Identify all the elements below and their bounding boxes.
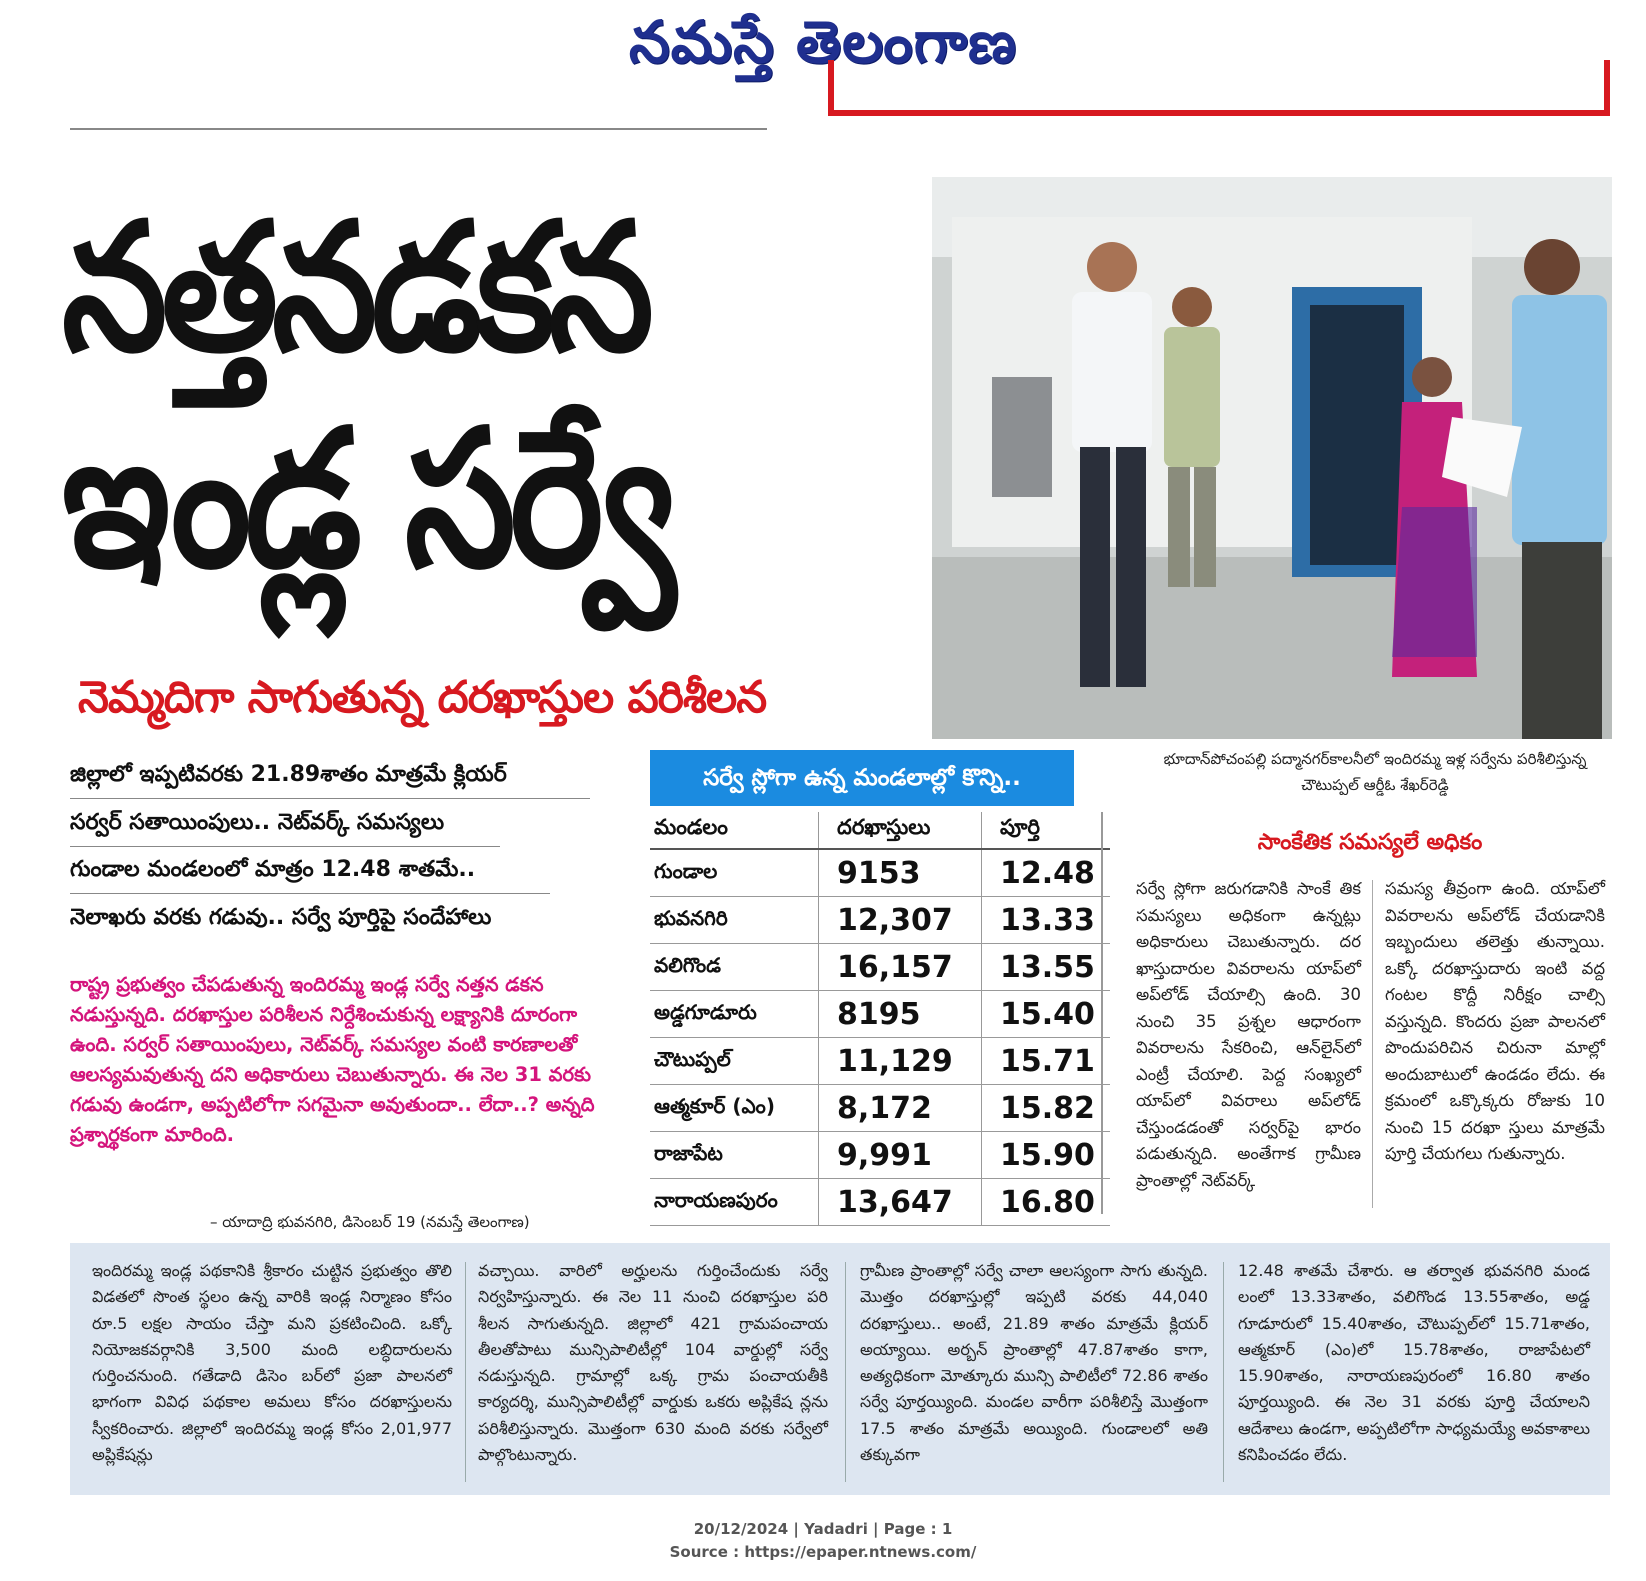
body-column-2: వచ్చాయి. వారిలో అర్హులను గుర్తించేందుకు సర్వే నిర్వహిస్తున్నారు. ఈ నెల 11 నుంచి దరఖాస్తుల పరి శీలన సాగుతున్నది. జిల్లాలో 421 గ్రామపంచాయ తీలతోపాటు మున్సిపాలిటీల్లో 104 వార్డుల్లో సర్వే నడుస్తున్నది. గ్రామాల్లో ఒక్క గ్రామ పంచాయతీకి కార్యదర్శి, మున్సిపాలిటీల్లో వార్డుకు ఒకరు అప్లికేష న్లను పరిశీలిస్తున్నారు. మొత్తంగా 630 మంది వరకు సర్వేలో పాల్గొంటున్నారు. xyxy=(478,1261,828,1465)
footer-source: Source : https://epaper.ntnews.com/ xyxy=(669,1543,977,1561)
column-divider xyxy=(845,1262,846,1482)
highlight-point: నెలాఖరు వరకు గడువు.. సర్వే పూర్తిపై సందేహాలు xyxy=(70,905,492,930)
dateline: – యాదాద్రి భువనగిరి, డిసెంబర్ 19 (నమస్తే తెలంగాణ) xyxy=(210,1213,530,1231)
applications-cell: 8195 xyxy=(819,991,982,1038)
red-frame-box xyxy=(828,60,1610,116)
column-header-mandal: మండలం xyxy=(650,812,819,849)
completed-cell: 13.33 xyxy=(982,897,1111,944)
newspaper-masthead: నమస్తే తెలంగాణ xyxy=(629,8,1017,76)
completed-cell: 15.40 xyxy=(982,991,1111,1038)
applications-cell: 12,307 xyxy=(819,897,982,944)
cropped-text-strip xyxy=(70,93,760,107)
photo-caption: భూదాన్‌పోచంపల్లి పద్మానగర్‌కాలనీలో ఇందిరమ్మ ఇళ్ల సర్వేను పరిశీలిస్తున్న చౌటుప్పల్ ఆర్డీఓ శేఖర్‌రెడ్డి xyxy=(1163,750,1587,794)
news-photo xyxy=(932,177,1612,739)
intro-paragraph: రాష్ట్ర ప్రభుత్వం చేపడుతున్న ఇందిరమ్మ ఇండ్ల సర్వే నత్తన డకన నడుస్తున్నది. దరఖాస్తుల పరిశీలన నిర్దేశించుకున్న లక్ష్యానికి దూరంగా ఉంది. సర్వర్ సతాయింపులు, నెట్‌వర్క్ సమస్యల వంటి కారణాలతో ఆలస్యమవుతున్న దని అధికారులు చెబుతున్నారు. ఈ నెల 31 వరకు గడువు ఉండగా, అప్పటిలోగా సగమైనా అవుతుందా.. లేదా..? అన్నది ప్రశ్నార్థకంగా మారింది. xyxy=(70,973,595,1146)
mandal-cell: ఆత్మకూర్ (ఎం) xyxy=(650,1085,819,1132)
column-header-applications: దరఖాస్తులు xyxy=(819,812,982,849)
sidebar-title: సాంకేతిక సమస్యలే అధికం xyxy=(1257,830,1483,855)
subheadline: నెమ్మదిగా సాగుతున్న దరఖాస్తుల పరిశీలన xyxy=(78,672,767,723)
table-row xyxy=(650,991,1110,1038)
completed-cell: 15.71 xyxy=(982,1038,1111,1085)
mandal-cell: వలిగొండ xyxy=(650,944,819,991)
applications-cell: 11,129 xyxy=(819,1038,982,1085)
applications-cell: 8,172 xyxy=(819,1085,982,1132)
table-row xyxy=(650,944,1110,991)
column-divider xyxy=(1223,1262,1224,1482)
applications-cell: 9153 xyxy=(819,849,982,897)
headline-line-2: ఇండ్ల సర్వే xyxy=(62,389,670,611)
applications-cell: 13,647 xyxy=(819,1179,982,1226)
table-row xyxy=(650,897,1110,944)
headline-line-1: నత్తనడకన xyxy=(62,185,648,392)
table-header-row xyxy=(650,812,1110,849)
column-header-completed: పూర్తి xyxy=(982,812,1111,849)
divider xyxy=(70,128,767,130)
completed-cell: 15.90 xyxy=(982,1132,1111,1179)
highlight-point: జిల్లాలో ఇప్పటివరకు 21.89శాతం మాత్రమే క్లియర్ xyxy=(70,762,590,799)
table-row xyxy=(650,1085,1110,1132)
mandal-cell: గుండాల xyxy=(650,849,819,897)
body-column-4: 12.48 శాతమే చేశారు. ఆ తర్వాత భువనగిరి మండ లంలో 13.33శాతం, వలిగొండ 13.55శాతం, అడ్డ గూడూరులో 15.40శాతం, చౌటుప్పల్‌లో 15.71శాతం, ఆత్మకూర్ (ఎం)లో 15.78శాతం, రాజాపేటలో 15.90శాతం, నారాయణపురంలో 16.80 శాతం పూర్తయ్యింది. ఈ నెల 31 వరకు పూర్తి చేయాలని ఆదేశాలు ఉండగా, అప్పటిలోగా సాధ్యమయ్యే అవకాశాలు కనిపించడం లేదు. xyxy=(1238,1261,1590,1465)
mandal-cell: చౌటుప్పల్ xyxy=(650,1038,819,1085)
sidebar-column-2: సమస్య తీవ్రంగా ఉంది. యాప్‌లో వివరాలను అప్‌లోడ్ చేయడానికి ఇబ్బందులు తలెత్తు తున్నాయి. ఒక్కో దరఖాస్తుదారు ఇంటి వద్ద గంటల కొద్దీ నిరీక్షం చాల్సి వస్తున్నది. కొందరు ప్రజా పాలనలో పొందుపరిచిన చిరునా మాల్లో అందుబాటులో ఉండడం లేదు. ఈ క్రమంలో ఒక్కొక్కరు రోజుకు 10 నుంచి 15 దరఖా స్తులు మాత్రమే పూర్తి చేయగలు గుతున్నారు. xyxy=(1385,879,1605,1163)
applications-cell: 16,157 xyxy=(819,944,982,991)
photo-illustration xyxy=(932,177,1612,739)
completed-cell: 13.55 xyxy=(982,944,1111,991)
table-row xyxy=(650,1038,1110,1085)
sidebar-column-1: సర్వే స్లోగా జరుగడానికి సాంకే తిక సమస్యలు అధికంగా ఉన్నట్లు అధికారులు చెబుతున్నారు. దర ఖాస్తుదారుల వివరాలను యాప్‌లో అప్‌లోడ్ చేయాల్సి ఉంది. 30 నుంచి 35 ప్రశ్నల ఆధారంగా వివరాలను సేకరించి, ఆన్‌లైన్‌లో ఎంట్రీ చేయాలి. పెద్ద సంఖ్యలో యాప్‌లో వివరాలు అప్‌లోడ్ చేస్తుండడంతో సర్వర్‌పై భారం పడుతున్నది. అంతేగాక గ్రామీణ ప్రాంతాల్లో నెట్‌వర్క్ xyxy=(1136,879,1361,1190)
body-column-3: గ్రామీణ ప్రాంతాల్లో సర్వే చాలా ఆలస్యంగా సాగు తున్నది. మొత్తం దరఖాస్తుల్లో ఇప్పటి వరకు 44,040 దరఖాస్తులు.. అంటే, 21.89 శాతం మాత్రమే క్లియర్ అయ్యాయి. అర్బన్ ప్రాంతాల్లో 47.87శాతం కాగా, అత్యధికంగా మోత్కూరు మున్సి పాలిటీలో 72.86 శాతం సర్వే పూర్తయ్యింది. మండల వారీగా పరిశీలిస్తే మొత్తంగా 17.5 శాతం మాత్రమే అయ్యింది. గుండాలలో అతి తక్కువగా xyxy=(860,1261,1208,1465)
column-divider xyxy=(465,1262,466,1482)
column-divider xyxy=(1101,812,1103,1214)
column-divider xyxy=(1372,880,1373,1208)
completed-cell: 15.82 xyxy=(982,1085,1111,1132)
mandal-cell: రాజాపేట xyxy=(650,1132,819,1179)
completed-cell: 16.80 xyxy=(982,1179,1111,1226)
table-title: సర్వే స్లోగా ఉన్న మండలాల్లో కొన్ని.. xyxy=(650,750,1074,806)
footer-date-page: 20/12/2024 | Yadadri | Page : 1 xyxy=(693,1520,953,1538)
table-row xyxy=(650,1132,1110,1179)
highlight-point: సర్వర్ సతాయింపులు.. నెట్‌వర్క్ సమస్యలు xyxy=(70,810,500,847)
table-row xyxy=(650,1179,1110,1226)
highlight-point: గుండాల మండలంలో మాత్రం 12.48 శాతమే.. xyxy=(70,857,550,894)
mandal-cell: భువనగిరి xyxy=(650,897,819,944)
mandal-cell: నారాయణపురం xyxy=(650,1179,819,1226)
completed-cell: 12.48 xyxy=(982,849,1111,897)
mandal-survey-table xyxy=(650,812,1110,1226)
applications-cell: 9,991 xyxy=(819,1132,982,1179)
body-column-1: ఇందిరమ్మ ఇండ్ల పథకానికి శ్రీకారం చుట్టిన ప్రభుత్వం తొలి విడతలో సొంత స్థలం ఉన్న వారికి ఇండ్ల నిర్మాణం కోసం రూ.5 లక్షల సాయం చేస్తా మని ప్రకటించింది. ఒక్కో నియోజకవర్గానికి 3,500 మంది లబ్ధిదారులను గుర్తించనుంది. గతేడాది డిసెం బర్‌లో ప్రజా పాలనలో భాగంగా వివిధ పథకాల అమలు కోసం దరఖాస్తులను స్వీకరించారు. జిల్లాలో ఇందిరమ్మ ఇండ్ల కోసం 2,01,977 అప్లికేషన్లు xyxy=(92,1261,452,1465)
mandal-cell: అడ్డగూడూరు xyxy=(650,991,819,1038)
table-row xyxy=(650,849,1110,897)
